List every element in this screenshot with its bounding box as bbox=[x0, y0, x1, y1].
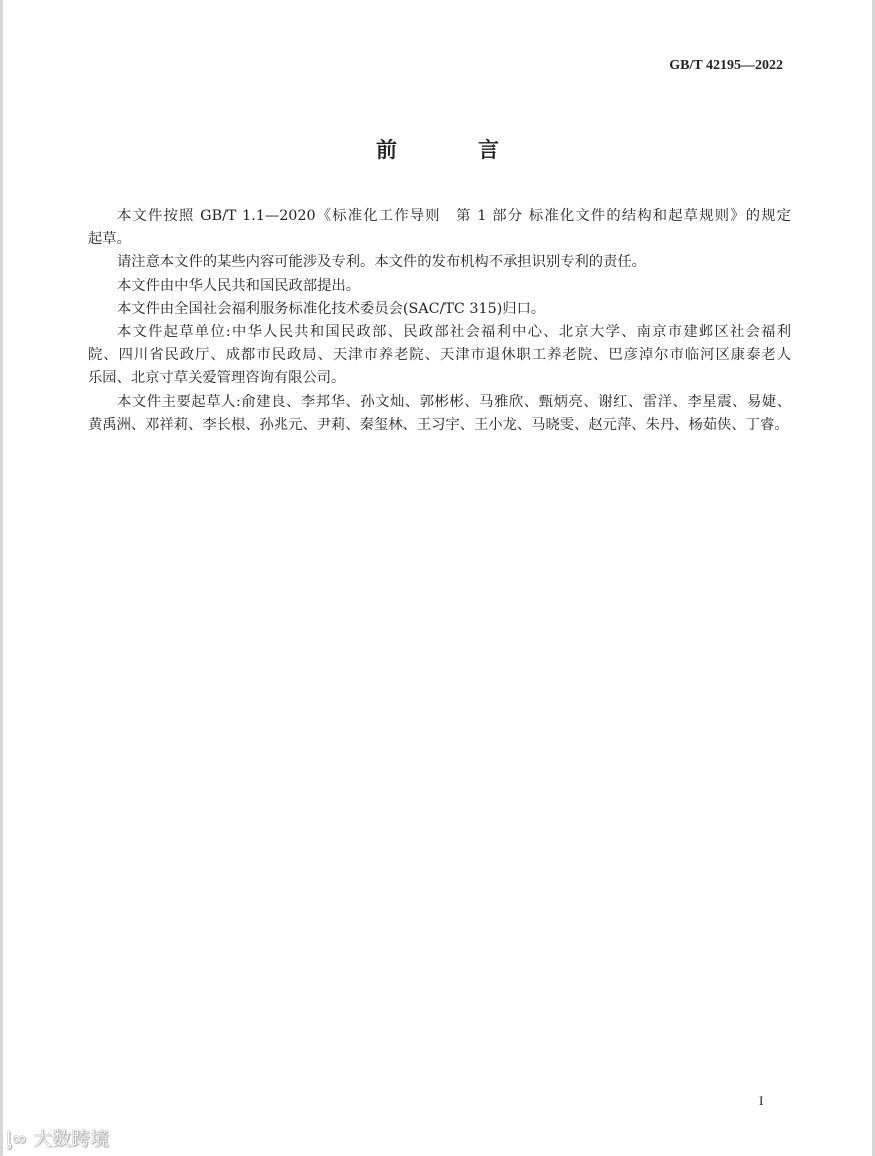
paragraph-method bbox=[88, 205, 791, 251]
text-line: 请注意本文件的某些内容可能涉及专利。本文件的发布机构不承担识别专利的责任。 bbox=[117, 254, 646, 271]
paragraph-drafters bbox=[88, 391, 791, 437]
text-line: 本文件由中华人民共和国民政部提出。 bbox=[117, 277, 361, 294]
watermark-text: 大数跨境 bbox=[33, 1128, 110, 1150]
text-line: 本文件主要起草人:俞建良、李邦华、孙文灿、郭彬彬、马雅欣、甄炳亮、谢红、雷洋、李星震、易婕、 bbox=[117, 393, 791, 410]
page-number: I bbox=[759, 1093, 764, 1108]
watermark-logo bbox=[6, 1124, 109, 1151]
paragraph-drafting-units bbox=[88, 321, 791, 391]
paragraph-patent bbox=[88, 251, 791, 274]
page-edge-left bbox=[0, 0, 3, 1156]
text-line: 起草。 bbox=[88, 231, 131, 248]
paragraph-committee bbox=[88, 298, 791, 321]
paragraph-proposer bbox=[88, 275, 791, 298]
text-line: 乐园、北京寸草关爱管理咨询有限公司。 bbox=[88, 370, 346, 387]
text-line: 本文件起草单位:中华人民共和国民政部、民政部社会福利中心、北京大学、南京市建邺区社会福利 bbox=[117, 324, 791, 341]
text-line: 本文件由全国社会福利服务标准化技术委员会(SAC/TC 315)归口。 bbox=[117, 300, 546, 317]
foreword-body bbox=[88, 205, 791, 437]
text-line: 黄禹洲、邓祥莉、李长根、孙兆元、尹莉、秦玺林、王习宇、王小龙、马晓雯、赵元萍、朱丹、杨茹侠、丁睿。 bbox=[88, 416, 789, 433]
watermark-icon: ᶅ∞ bbox=[6, 1128, 34, 1150]
standard-number: GB/T 42195—2022 bbox=[669, 58, 783, 73]
text-line: 本文件按照 GB/T 1.1—2020《标准化工作导则 第 1 部分 标准化文件的结构和起草规则》的规定 bbox=[117, 208, 791, 224]
text-line: 院、四川省民政厅、成都市民政局、天津市养老院、天津市退休职工养老院、巴彦淖尔市临河区康泰老人 bbox=[88, 347, 791, 364]
page-title: 前 言 bbox=[376, 137, 529, 162]
